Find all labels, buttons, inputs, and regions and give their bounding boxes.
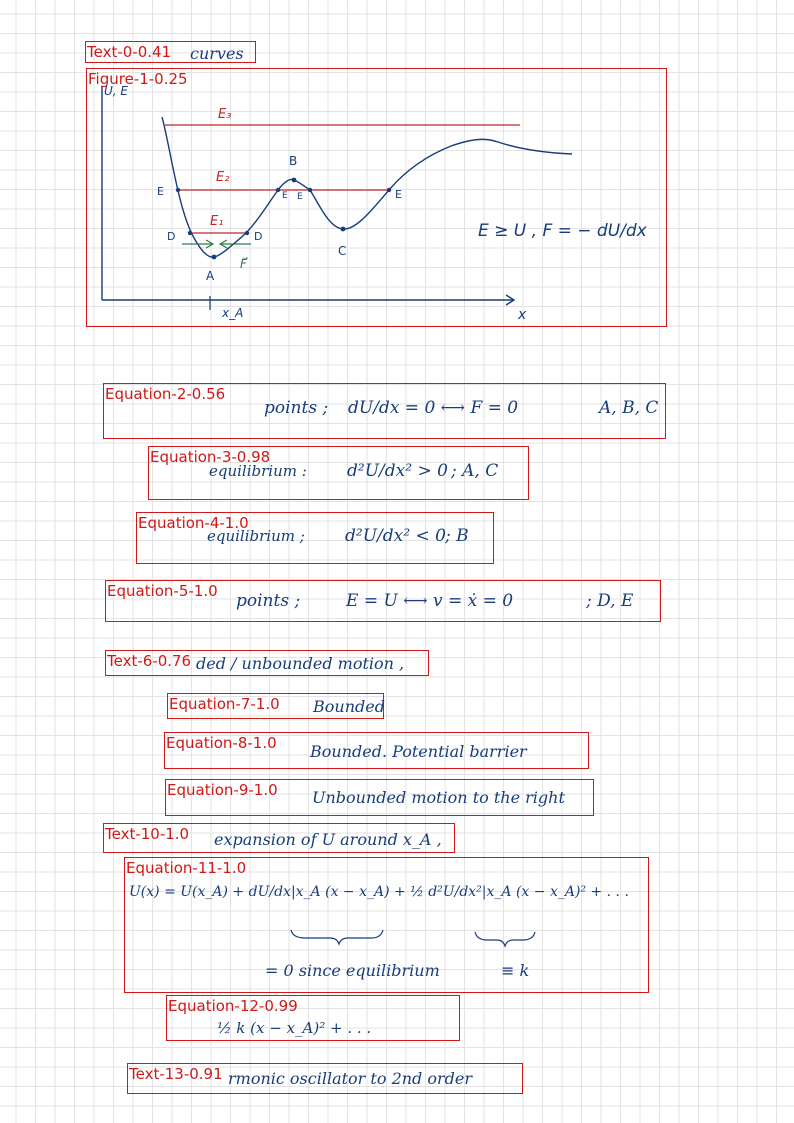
- label-e-right: E: [395, 188, 402, 201]
- equation-points: ; D, E: [586, 591, 634, 611]
- label-d-left: D: [167, 230, 176, 243]
- x-axis-label: x: [518, 307, 527, 323]
- label-d-right: D: [254, 230, 263, 243]
- equation-region-3: [148, 446, 529, 500]
- point-c: [341, 227, 346, 232]
- handwritten-text: ded / unbounded motion ,: [196, 654, 405, 673]
- equation-points: ; A, C: [451, 461, 499, 481]
- equation-prefix: equilibrium :: [209, 462, 307, 480]
- equation-region-8: [164, 732, 589, 769]
- region-tag: Equation-9-1.0: [167, 781, 278, 799]
- handwritten-text: Unbounded motion to the right: [312, 788, 565, 807]
- equation-formula: E = U ⟷ v = ẋ = 0: [346, 591, 514, 611]
- text-region-6: [105, 650, 429, 676]
- point-e-right: [387, 188, 391, 192]
- label-c: C: [338, 244, 347, 258]
- text-region-10: [103, 823, 455, 853]
- region-tag: Equation-5-1.0: [107, 582, 218, 600]
- equation-formula: dU/dx = 0 ⟷ F = 0: [348, 398, 519, 418]
- handwritten-text: expansion of U around x_A ,: [214, 830, 442, 849]
- y-axis-label: U, E: [104, 84, 128, 98]
- equation-prefix: points ;: [236, 591, 301, 611]
- region-tag: Text-10-1.0: [105, 825, 190, 843]
- region-tag: Figure-1-0.25: [88, 70, 188, 88]
- equation-points: ; B: [445, 526, 469, 546]
- point-e-left: [176, 188, 180, 192]
- region-tag: Equation-3-0.98: [150, 448, 271, 466]
- region-tag: Equation-8-1.0: [166, 734, 277, 752]
- region-tag: Equation-11-1.0: [126, 859, 247, 877]
- handwritten-text: Bounded. Potential barrier: [310, 742, 527, 761]
- x-a-label: x_A: [222, 306, 244, 320]
- point-a: [212, 255, 217, 260]
- region-tag: Equation-2-0.56: [105, 385, 226, 403]
- label-b: B: [289, 154, 298, 168]
- region-tag: Text-6-0.76: [107, 652, 192, 670]
- equation-prefix: equilibrium ;: [207, 527, 305, 545]
- handwritten-text: rmonic oscillator to 2nd order: [228, 1069, 473, 1088]
- equation-formula: d²U/dx² < 0: [345, 526, 446, 546]
- level-e1-label: E₁: [210, 214, 224, 229]
- equation-points: A, B, C: [599, 398, 659, 418]
- handwritten-text: Bounded: [313, 697, 385, 716]
- point-d-right: [245, 231, 249, 235]
- text-region-13: [127, 1063, 523, 1094]
- region-tag: Text-13-0.91: [129, 1065, 223, 1083]
- equation-prefix: points ;: [264, 398, 329, 418]
- expansion-line-1: U(x) = U(x_A) + dU/dx|x_A (x − x_A) + ½ d²U/dx²|x_A (x − x_A)² + . . .: [129, 884, 629, 900]
- level-e3-label: E₃: [218, 107, 232, 122]
- equation-region-5: [105, 580, 661, 622]
- point-d-left: [188, 231, 192, 235]
- label-e-mid-right: E: [297, 192, 303, 202]
- handwritten-text: curves: [190, 44, 244, 63]
- conditions-text: E ≥ U , F = − dU/dx: [478, 221, 647, 241]
- expansion-k-definition: ≡ k: [501, 961, 530, 980]
- equation-region-4: [136, 512, 494, 564]
- handwritten-formula: ½ k (x − x_A)² + . . .: [217, 1019, 372, 1037]
- point-b: [292, 178, 297, 183]
- region-tag: Equation-7-1.0: [169, 695, 280, 713]
- point-e-mid-right: [308, 188, 312, 192]
- region-tag: Equation-12-0.99: [168, 997, 298, 1015]
- text-region-0: [85, 41, 256, 63]
- point-e-mid-left: [276, 188, 280, 192]
- label-e-left: E: [157, 185, 164, 198]
- equation-region-9: [165, 779, 594, 816]
- equation-region-11: [124, 857, 649, 993]
- underbrace-first-derivative: [291, 930, 383, 944]
- potential-energy-figure: [86, 68, 667, 327]
- label-a: A: [206, 269, 215, 283]
- equation-formula: d²U/dx² > 0: [347, 461, 448, 481]
- equation-region-7: [167, 693, 384, 719]
- label-e-mid-left: E: [282, 191, 288, 201]
- region-tag: Text-0-0.41: [87, 43, 172, 61]
- underbrace-second-derivative: [475, 932, 535, 946]
- expansion-line-2: = 0 since equilibrium: [265, 961, 440, 980]
- region-tag: Equation-4-1.0: [138, 514, 249, 532]
- equation-region-12: [166, 995, 460, 1041]
- force-label: F⃗: [240, 257, 247, 271]
- level-e2-label: E₂: [216, 170, 230, 185]
- equation-region-2: [103, 383, 666, 439]
